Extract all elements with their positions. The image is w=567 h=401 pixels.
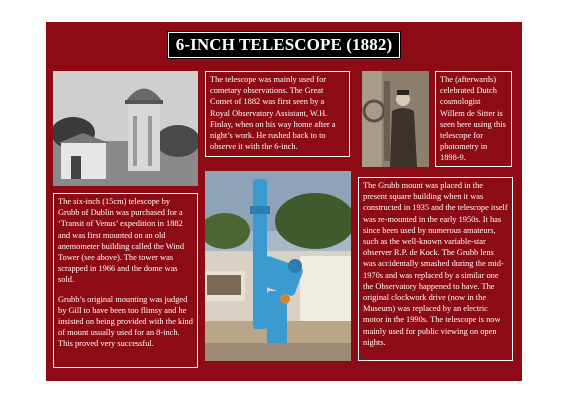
- caption-history-p1: The six-inch (15cm) telescope by Grubb of Dublin was purchased for a ‘Transit of Venus’ expedition in 1882 and was first mounted on an old anemometer building called the Wind Tower (see above). The tower was scrapped in 1966 and the dome was sold.: [58, 197, 185, 285]
- caption-history: [53, 193, 198, 368]
- page-title: 6-INCH TELESCOPE (1882): [168, 32, 400, 58]
- caption-comet: [205, 71, 350, 157]
- caption-de-sitter: [435, 71, 512, 167]
- caption-mount-text: The Grubb mount was placed in the present square building when it was constructed in 1935 and the telescope itself was re-mounted in the early 1950s. It has since been used by numerous amateurs, such as the well-known variable-star observer R.P. de Kock. The Grubb lens was accidentally smashed during the mid-1970s and was replaced by a similar one the Observatory happened to have. The original clockwork drive (now in the Museum) was replaced by an electric motor in the 1990s. The telescope is now mainly used for public viewing on open nights.: [363, 181, 508, 347]
- de-sitter-photo: [362, 71, 429, 167]
- caption-comet-text: The telescope was mainly used for cometary observations. The Great Comet of 1882 was first seen by a Royal Observatory Assistant, W.H. Finlay, when on his way home after a night’s work. He rushed back to to observe it with the 6-inch.: [210, 75, 336, 152]
- telescope-photo: [205, 171, 351, 361]
- caption-de-sitter-text: The (afterwards) celebrated Dutch cosmologist Willem de Sitter is seen here using this telescope for photometry in 1898-9.: [440, 75, 506, 163]
- wind-tower-photo: [53, 71, 198, 186]
- caption-history-p2: Grubb’s original mounting was judged by Gill to have been too flimsy and he insisted on being provided with the kind of mount usually used for an 8-inch. This proved very successful.: [58, 294, 193, 349]
- caption-mount: [358, 177, 513, 361]
